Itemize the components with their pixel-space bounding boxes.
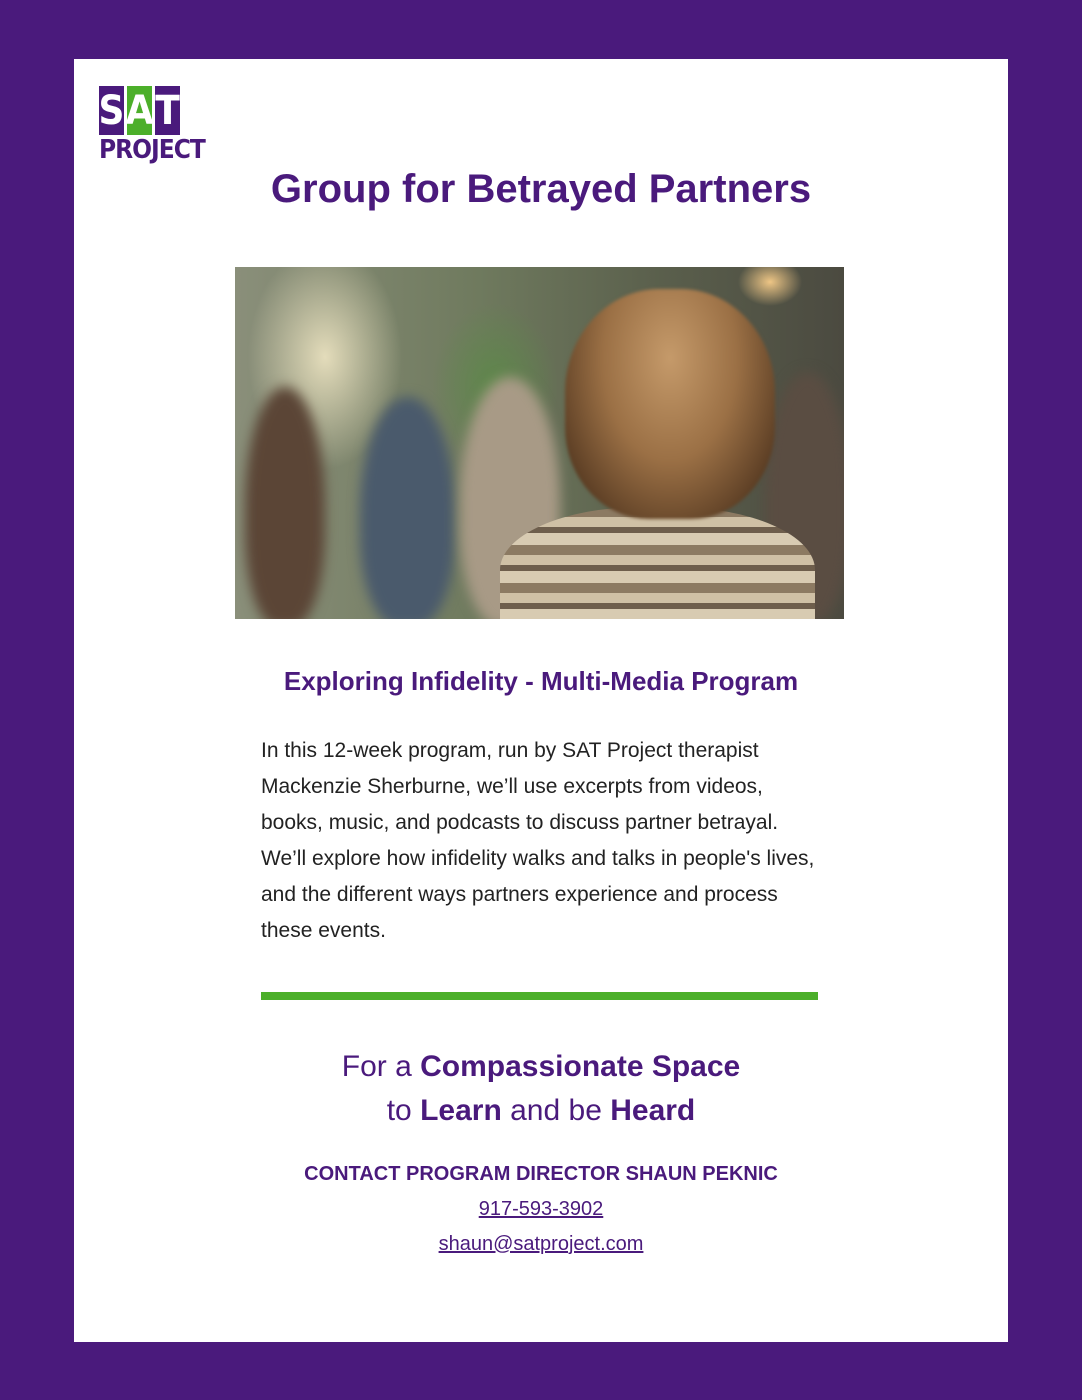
email-link[interactable]: shaun@satproject.com bbox=[438, 1233, 644, 1255]
photo-foreground-woman bbox=[500, 507, 815, 619]
flyer-page bbox=[74, 59, 1008, 1342]
green-divider bbox=[261, 992, 818, 1000]
tagline-bold-heard: Heard bbox=[610, 1094, 696, 1127]
phone-link[interactable]: 917-593-3902 bbox=[478, 1198, 604, 1220]
page-title: Group for Betrayed Partners bbox=[270, 167, 812, 211]
program-description: In this 12-week program, run by SAT Project therapist Mackenzie Sherburne, we’ll use excerpts from videos, books, music, and podcasts to discuss partner betrayal. We’ll explore how infidelity walks and talks in people's lives, and the different ways partners experience and process these events. bbox=[261, 739, 815, 942]
photo-person-mid-left bbox=[360, 397, 455, 619]
sat-project-logo bbox=[98, 86, 205, 165]
contact-label: CONTACT PROGRAM DIRECTOR SHAUN PEKNIC bbox=[304, 1163, 778, 1185]
photo-foreground-hair bbox=[565, 289, 775, 519]
group-therapy-photo bbox=[235, 267, 844, 619]
logo-letter-a: A bbox=[125, 87, 154, 134]
logo-letter-s: S bbox=[98, 87, 125, 134]
logo-subtitle: PROJECT bbox=[99, 135, 205, 165]
tagline-prefix-2: to bbox=[386, 1094, 421, 1127]
tagline bbox=[74, 1045, 1008, 1133]
tagline-mid: and be bbox=[501, 1094, 611, 1127]
logo-letter-t: T bbox=[155, 87, 180, 134]
tagline-prefix-1: For a bbox=[341, 1050, 421, 1083]
tagline-bold-compassionate: Compassionate Space bbox=[420, 1050, 741, 1083]
photo-person-left bbox=[245, 387, 325, 619]
logo-letters bbox=[99, 86, 183, 135]
tagline-line-1 bbox=[74, 1045, 1008, 1089]
tagline-bold-learn: Learn bbox=[420, 1094, 502, 1127]
tagline-line-2 bbox=[74, 1089, 1008, 1133]
section-heading: Exploring Infidelity - Multi-Media Program bbox=[283, 666, 799, 696]
